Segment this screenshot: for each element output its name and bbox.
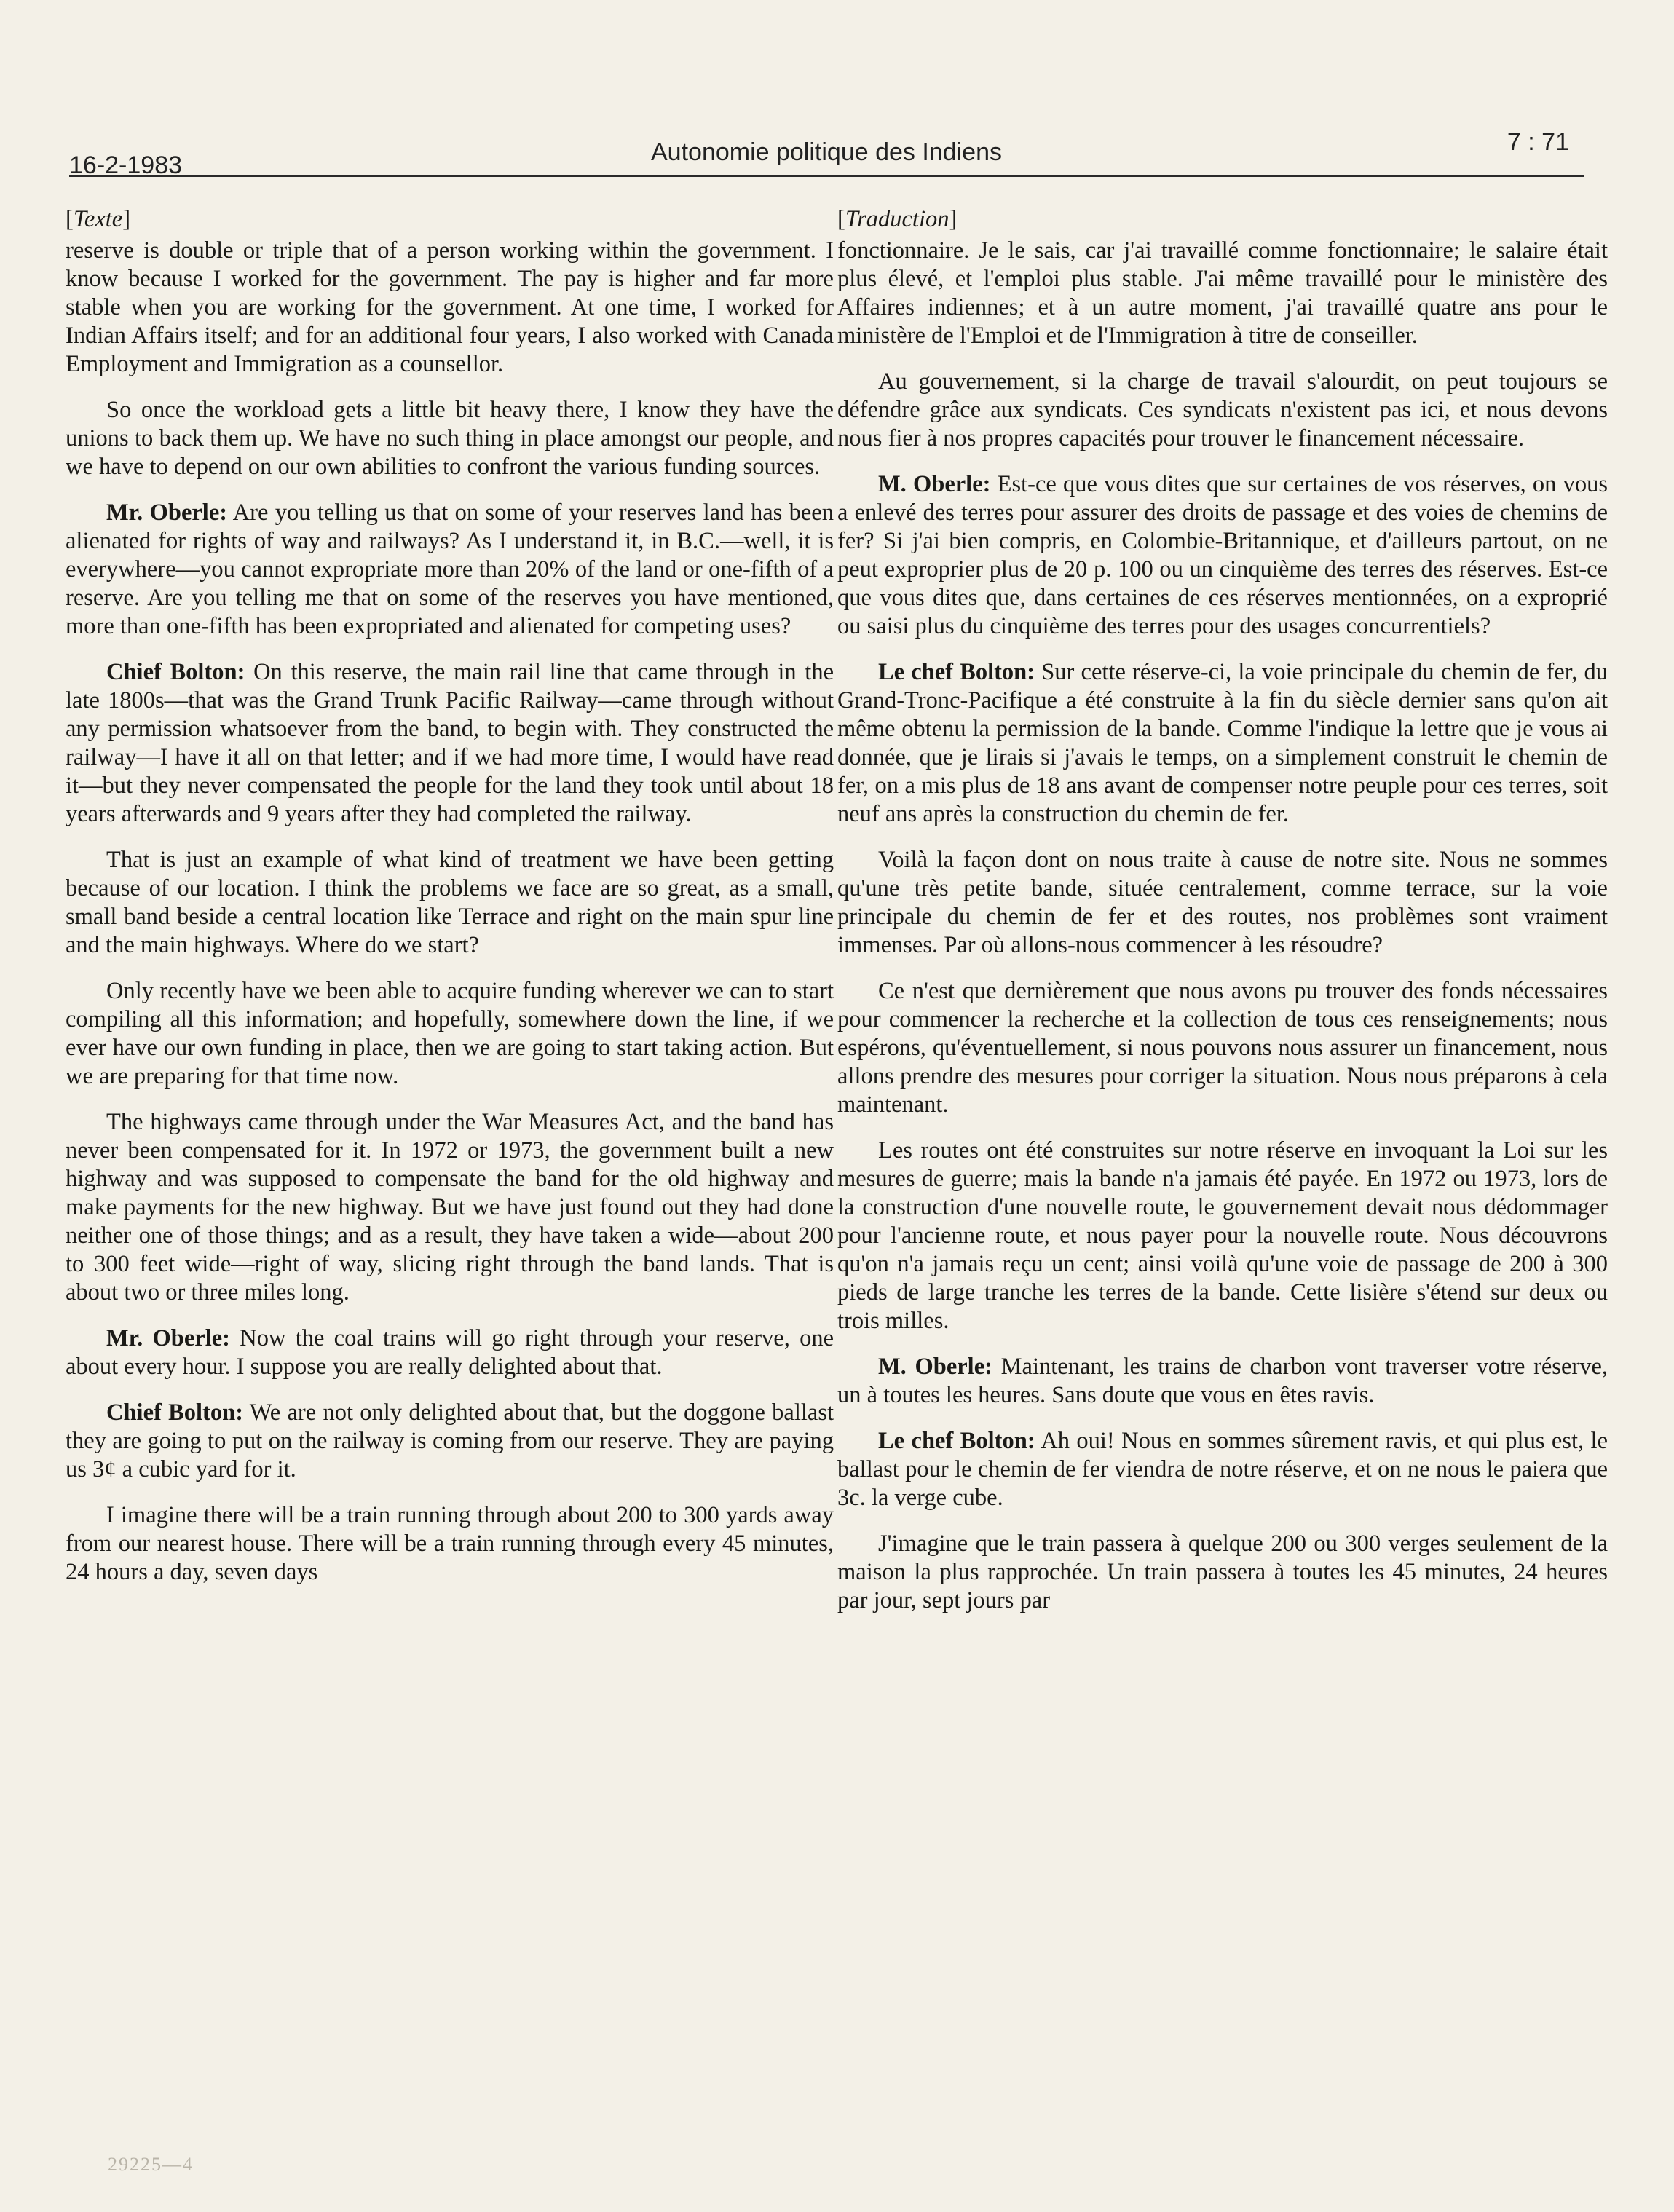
paragraph [837, 1353, 1608, 1410]
paragraph-text: On this reserve, the main rail line that came through in the late 1800s—that was the Grand Trunk Pacific Railway—came through without any permission whatsoever from the band, to begin with. They constructed the railway—I have it all on that letter; and if we had more time, I would have read it—but they never compensated the people for the land they took until about 18 years afterwards and 9 years after they had completed the railway. [66, 659, 834, 827]
paragraph [66, 658, 834, 829]
paragraph-text: J'imagine que le train passera à quelque 200 ou 300 verges seulement de la maison la plus rapprochée. Un train passera à toutes les 45 minutes, 24 heures par jour, sept jours par [837, 1530, 1608, 1613]
paragraph [66, 499, 834, 641]
header-rule [69, 175, 1584, 177]
paragraph-text: That is just an example of what kind of treatment we have been getting because of our location. I think the problems we face are so great, as a small, small band beside a central location like Terrace and right on the main spur line and the main highways. Where do we start? [66, 847, 834, 958]
left-paragraphs [66, 237, 834, 1587]
column-label-traduction: [Traduction] [837, 206, 958, 232]
speaker-name: Le chef Bolton: [878, 1428, 1035, 1454]
paragraph [837, 977, 1608, 1119]
right-paragraphs [837, 237, 1608, 1615]
paragraph [837, 237, 1608, 350]
paragraph-text: The highways came through under the War Measures Act, and the band has never been compensated for it. In 1972 or 1973, the government built a new highway and was supposed to compensate the band for the old highway and make payments for the new highway. But we have just found out they had done neither one of those things; and as a result, they have taken a wide—about 200 to 300 feet wide—right of way, slicing right through the band lands. That is about two or three miles long. [66, 1109, 834, 1306]
paragraph-text: Au gouvernement, si la charge de travail s'alourdit, on peut toujours se défendre grâce aux syndicats. Ces syndicats n'existent pas ici, et nous devons nous fier à nos propres capacités pour trouver le financement nécessaire. [837, 368, 1608, 451]
paragraph-text: fonctionnaire. Je le sais, car j'ai travaillé comme fonctionnaire; le salaire était plus élevé, et l'emploi plus stable. J'ai même travaillé pour le ministère des Affaires indiennes; et à un autre moment, j'ai travaillé quatre ans pour le ministère de l'Emploi et de l'Immigration à titre de conseiller. [837, 237, 1608, 349]
paragraph-text: I imagine there will be a train running through about 200 to 300 yards away from our nearest house. There will be a train running through every 45 minutes, 24 hours a day, seven days [66, 1502, 834, 1585]
paragraph-text: Maintenant, les trains de charbon vont traverser votre réserve, un à toutes les heures. Sans doute que vous en êtes ravis. [837, 1354, 1608, 1408]
paragraph-text: Sur cette réserve-ci, la voie principale du chemin de fer, du Grand-Tronc-Pacifique a été construite à la fin du siècle dernier sans qu'on ait même obtenu la permission de la bande. Comme l'indique la lettre que je vous ai donnée, que je lirais si j'avais le temps, on a simplement construit le chemin de fer, on a mis plus de 18 ans avant de compenser notre peuple pour ces terres, soit neuf ans après la construction du chemin de fer. [837, 659, 1608, 827]
paragraph [66, 1399, 834, 1484]
header-page-number: 7 : 71 [1507, 128, 1569, 156]
paragraph [66, 977, 834, 1091]
paragraph [837, 1530, 1608, 1615]
speaker-name: Mr. Oberle: [106, 1325, 230, 1351]
paragraph [66, 1324, 834, 1381]
paragraph [837, 1427, 1608, 1512]
speaker-name: Mr. Oberle: [106, 499, 228, 526]
speaker-name: Chief Bolton: [106, 659, 245, 685]
speaker-name: Chief Bolton: [106, 1399, 244, 1426]
header-title: Autonomie politique des Indiens [651, 138, 1002, 166]
paragraph-text: Ah oui! Nous en sommes sûrement ravis, et qui plus est, le ballast pour le chemin de fer viendra de notre réserve, et on ne nous le paiera que 3c. la verge cube. [837, 1428, 1608, 1511]
paragraph-text: Est-ce que vous dites que sur certaines de vos réserves, on vous a enlevé des terres pour assurer des droits de passage et des voies de chemins de fer? Si j'ai bien compris, en Colombie-Britannique, et d'ailleurs partout, on ne peut exproprier plus de 20 p. 100 ou un cinquième des terres des réserves. Est-ce que vous dites que, dans certaines de ces réserves mentionnées, on a exproprié ou saisi plus du cinquième des terres pour des usages concurrentiels? [837, 471, 1608, 639]
paragraph [66, 1108, 834, 1307]
speaker-name: M. Oberle: [878, 471, 991, 497]
paragraph [66, 1501, 834, 1587]
paragraph [66, 396, 834, 481]
paragraph [66, 237, 834, 379]
header-date: 16-2-1983 [69, 151, 183, 179]
paragraph-text: So once the workload gets a little bit heavy there, I know they have the unions to back them up. We have no such thing in place amongst our people, and we have to depend on our own abilities to confront the various funding sources. [66, 397, 834, 480]
paragraph-text: We are not only delighted about that, but the doggone ballast they are going to put on the railway is coming from our reserve. They are paying us 3¢ a cubic yard for it. [66, 1399, 834, 1482]
paragraph [837, 846, 1608, 960]
speaker-name: Le chef Bolton: [878, 659, 1035, 685]
page-header [69, 128, 1584, 179]
right-column-french [837, 205, 1608, 1632]
paragraph [837, 368, 1608, 453]
paragraph [837, 1137, 1608, 1335]
paragraph-text: Voilà la façon dont on nous traite à cause de notre site. Nous ne sommes qu'une très petite bande, située centralement, comme terrace, sur la voie principale du chemin de fer et des routes, nos problèmes sont vraiment immenses. Par où allons-nous commencer à les résoudre? [837, 847, 1608, 958]
left-column-english [66, 205, 834, 1604]
paragraph-text: reserve is double or triple that of a person working within the government. I know because I worked for the government. The pay is higher and far more stable when you are working for the government. At one time, I worked for Indian Affairs itself; and for an additional four years, I also worked with Canada Employment and Immigration as a counsellor. [66, 237, 834, 377]
paragraph-text: Are you telling us that on some of your reserves land has been alienated for rights of way and railways? As I understand it, in B.C.—well, it is everywhere—you cannot expropriate more than 20% of the land or one-fifth of a reserve. Are you telling me that on some of the reserves you have mentioned, more than one-fifth has been expropriated and alienated for competing uses? [66, 499, 834, 639]
column-label-texte: [Texte] [66, 206, 131, 232]
paragraph [66, 846, 834, 960]
paragraph [837, 658, 1608, 829]
speaker-name: M. Oberle: [878, 1354, 992, 1380]
paragraph-text: Ce n'est que dernièrement que nous avons pu trouver des fonds nécessaires pour commencer la recherche et la collection de tous ces renseignements; nous espérons, qu'éventuellement, si nous pouvons nous assurer un financement, nous allons prendre des mesures pour corriger la situation. Nous nous préparons à cela maintenant. [837, 978, 1608, 1118]
paragraph-text: Only recently have we been able to acquire funding wherever we can to start compiling all this information; and hopefully, somewhere down the line, if we ever have our own funding in place, then we are going to start taking action. But we are preparing for that time now. [66, 978, 834, 1089]
paragraph-text: Les routes ont été construites sur notre réserve en invoquant la Loi sur les mesures de guerre; mais la bande n'a jamais été payée. En 1972 ou 1973, lors de la construction d'une nouvelle route, le gouvernement devait nous dédommager pour l'ancienne route, et nous payer pour la nouvelle route. Nous découvrons qu'on n'a jamais reçu un cent; ainsi voilà qu'une voie de passage de 200 à 300 pieds de large tranche les terres de la bande. Cette lisière s'étend sur deux ou trois milles. [837, 1137, 1608, 1334]
footer-code: 29225—4 [108, 2154, 194, 2175]
paragraph [837, 470, 1608, 641]
paragraph-text: Now the coal trains will go right through your reserve, one about every hour. I suppose you are really delighted about that. [66, 1325, 834, 1380]
